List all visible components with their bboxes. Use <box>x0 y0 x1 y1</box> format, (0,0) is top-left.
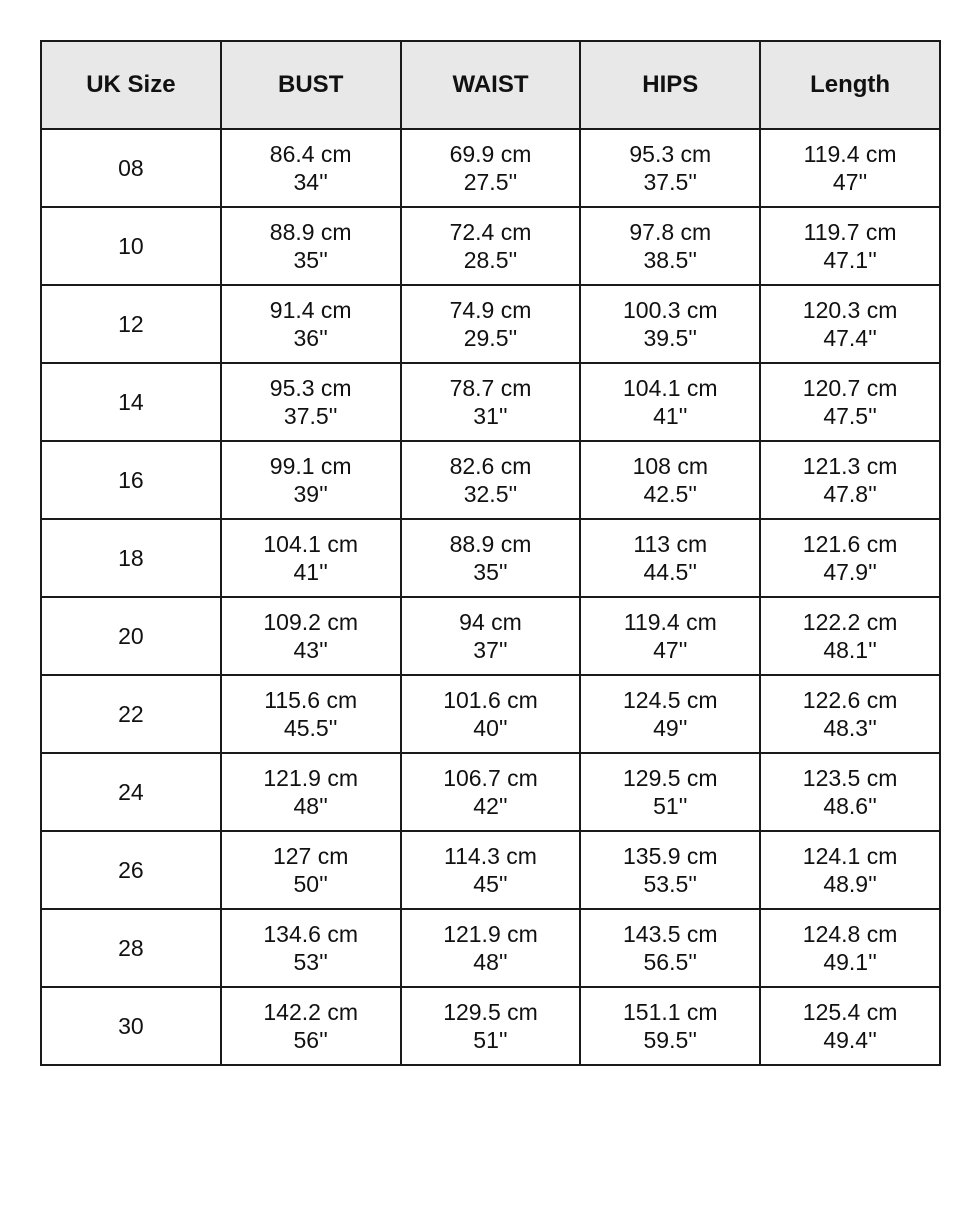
cm-value: 142.2 cm <box>263 999 358 1025</box>
cm-value: 122.2 cm <box>802 609 898 635</box>
cm-value: 121.6 cm <box>802 531 898 557</box>
bust-cell <box>221 831 401 909</box>
waist-cell <box>401 753 581 831</box>
length-cell <box>760 675 940 753</box>
table-row <box>41 831 940 909</box>
cm-value: 123.5 cm <box>802 765 898 791</box>
table-row <box>41 207 940 285</box>
inch-value: 37.5'' <box>643 169 698 195</box>
bust-cell <box>221 909 401 987</box>
header-row <box>41 41 940 129</box>
inch-value: 51'' <box>473 1027 508 1053</box>
cm-value: 120.3 cm <box>802 297 898 323</box>
waist-cell <box>401 441 581 519</box>
inch-value: 48.6'' <box>823 793 877 819</box>
hips-cell <box>580 831 760 909</box>
cm-value: 121.9 cm <box>443 921 538 947</box>
cm-value: 95.3 cm <box>269 375 352 401</box>
bust-cell <box>221 987 401 1065</box>
cm-value: 121.3 cm <box>802 453 898 479</box>
inch-value: 48'' <box>293 793 328 819</box>
hips-cell <box>580 207 760 285</box>
inch-value: 38.5'' <box>643 247 698 273</box>
inch-value: 37'' <box>473 637 508 663</box>
cm-value: 121.9 cm <box>263 765 358 791</box>
cm-value: 113 cm <box>633 531 708 557</box>
inch-value: 48'' <box>473 949 508 975</box>
inch-value: 49.1'' <box>823 949 877 975</box>
inch-value: 31'' <box>473 403 508 429</box>
inch-value: 53'' <box>293 949 328 975</box>
cm-value: 72.4 cm <box>449 219 532 245</box>
length-cell <box>760 363 940 441</box>
table-row <box>41 519 940 597</box>
hips-cell <box>580 987 760 1065</box>
size-cell: 18 <box>41 519 221 597</box>
waist-cell <box>401 831 581 909</box>
inch-value: 27.5'' <box>463 169 518 195</box>
waist-cell <box>401 675 581 753</box>
inch-value: 45'' <box>473 871 508 897</box>
size-cell: 22 <box>41 675 221 753</box>
size-cell: 14 <box>41 363 221 441</box>
inch-value: 43'' <box>293 637 328 663</box>
inch-value: 42.5'' <box>643 481 698 507</box>
size-cell: 16 <box>41 441 221 519</box>
cm-value: 88.9 cm <box>449 531 532 557</box>
cm-value: 101.6 cm <box>443 687 538 713</box>
cm-value: 108 cm <box>632 453 708 479</box>
hips-cell <box>580 519 760 597</box>
cm-value: 122.6 cm <box>802 687 898 713</box>
cm-value: 94 cm <box>459 609 522 635</box>
waist-cell <box>401 597 581 675</box>
table-row <box>41 285 940 363</box>
cm-value: 143.5 cm <box>622 921 718 947</box>
cm-value: 124.8 cm <box>802 921 898 947</box>
header-uk-size: UK Size <box>41 41 221 129</box>
inch-value: 47.5'' <box>823 403 877 429</box>
size-cell: 08 <box>41 129 221 207</box>
cm-value: 114.3 cm <box>444 843 537 869</box>
size-chart-table <box>40 40 941 1066</box>
cm-value: 124.5 cm <box>622 687 718 713</box>
table-row <box>41 909 940 987</box>
bust-cell <box>221 285 401 363</box>
inch-value: 34'' <box>293 169 328 195</box>
bust-cell <box>221 675 401 753</box>
cm-value: 120.7 cm <box>802 375 898 401</box>
cm-value: 88.9 cm <box>269 219 352 245</box>
cm-value: 100.3 cm <box>622 297 718 323</box>
cm-value: 127 cm <box>272 843 349 869</box>
cm-value: 91.4 cm <box>269 297 352 323</box>
inch-value: 59.5'' <box>643 1027 698 1053</box>
size-cell: 24 <box>41 753 221 831</box>
inch-value: 50'' <box>293 871 328 897</box>
hips-cell <box>580 753 760 831</box>
waist-cell <box>401 285 581 363</box>
cm-value: 104.1 cm <box>263 531 358 557</box>
inch-value: 51'' <box>653 793 688 819</box>
inch-value: 48.1'' <box>823 637 877 663</box>
bust-cell <box>221 129 401 207</box>
size-cell: 26 <box>41 831 221 909</box>
inch-value: 47'' <box>832 169 868 195</box>
hips-cell <box>580 129 760 207</box>
cm-value: 74.9 cm <box>449 297 532 323</box>
bust-cell <box>221 753 401 831</box>
waist-cell <box>401 207 581 285</box>
waist-cell <box>401 519 581 597</box>
inch-value: 47.4'' <box>823 325 877 351</box>
table-row <box>41 753 940 831</box>
inch-value: 41'' <box>653 403 688 429</box>
table-row <box>41 675 940 753</box>
cm-value: 99.1 cm <box>269 453 352 479</box>
hips-cell <box>580 363 760 441</box>
bust-cell <box>221 441 401 519</box>
cm-value: 78.7 cm <box>449 375 532 401</box>
cm-value: 86.4 cm <box>269 141 352 167</box>
inch-value: 53.5'' <box>643 871 698 897</box>
length-cell <box>760 285 940 363</box>
cm-value: 104.1 cm <box>622 375 718 401</box>
hips-cell <box>580 441 760 519</box>
length-cell <box>760 753 940 831</box>
cm-value: 82.6 cm <box>449 453 532 479</box>
size-cell: 20 <box>41 597 221 675</box>
size-cell: 30 <box>41 987 221 1065</box>
bust-cell <box>221 363 401 441</box>
inch-value: 29.5'' <box>463 325 518 351</box>
inch-value: 35'' <box>293 247 328 273</box>
bust-cell <box>221 597 401 675</box>
length-cell <box>760 129 940 207</box>
table-row <box>41 597 940 675</box>
cm-value: 129.5 cm <box>443 999 538 1025</box>
hips-cell <box>580 675 760 753</box>
length-cell <box>760 831 940 909</box>
cm-value: 129.5 cm <box>622 765 718 791</box>
cm-value: 125.4 cm <box>802 999 898 1025</box>
inch-value: 42'' <box>473 793 508 819</box>
table-body <box>41 129 940 1065</box>
size-cell: 28 <box>41 909 221 987</box>
cm-value: 69.9 cm <box>449 141 532 167</box>
inch-value: 48.3'' <box>823 715 877 741</box>
table-row <box>41 441 940 519</box>
length-cell <box>760 207 940 285</box>
table-row <box>41 987 940 1065</box>
length-cell <box>760 597 940 675</box>
inch-value: 48.9'' <box>823 871 877 897</box>
length-cell <box>760 519 940 597</box>
hips-cell <box>580 597 760 675</box>
inch-value: 47'' <box>653 637 688 663</box>
cm-value: 124.1 cm <box>802 843 898 869</box>
cm-value: 119.4 cm <box>803 141 897 167</box>
length-cell <box>760 441 940 519</box>
length-cell <box>760 909 940 987</box>
size-cell: 12 <box>41 285 221 363</box>
hips-cell <box>580 909 760 987</box>
size-cell: 10 <box>41 207 221 285</box>
hips-cell <box>580 285 760 363</box>
header-waist: WAIST <box>401 41 581 129</box>
inch-value: 49'' <box>653 715 688 741</box>
inch-value: 28.5'' <box>463 247 518 273</box>
cm-value: 119.7 cm <box>803 219 897 245</box>
header-hips: HIPS <box>580 41 760 129</box>
waist-cell <box>401 909 581 987</box>
bust-cell <box>221 519 401 597</box>
table-row <box>41 363 940 441</box>
inch-value: 40'' <box>473 715 508 741</box>
cm-value: 97.8 cm <box>629 219 712 245</box>
inch-value: 39.5'' <box>643 325 698 351</box>
inch-value: 36'' <box>293 325 328 351</box>
inch-value: 41'' <box>293 559 328 585</box>
inch-value: 56'' <box>293 1027 328 1053</box>
inch-value: 49.4'' <box>823 1027 877 1053</box>
inch-value: 35'' <box>473 559 508 585</box>
inch-value: 56.5'' <box>643 949 698 975</box>
inch-value: 47.8'' <box>823 481 877 507</box>
inch-value: 37.5'' <box>283 403 338 429</box>
inch-value: 47.9'' <box>823 559 877 585</box>
inch-value: 44.5'' <box>643 559 698 585</box>
cm-value: 95.3 cm <box>629 141 712 167</box>
length-cell <box>760 987 940 1065</box>
bust-cell <box>221 207 401 285</box>
cm-value: 151.1 cm <box>622 999 718 1025</box>
header-length: Length <box>760 41 940 129</box>
table-row <box>41 129 940 207</box>
waist-cell <box>401 987 581 1065</box>
waist-cell <box>401 129 581 207</box>
inch-value: 47.1'' <box>823 247 877 273</box>
cm-value: 109.2 cm <box>263 609 358 635</box>
cm-value: 119.4 cm <box>623 609 717 635</box>
header-bust: BUST <box>221 41 401 129</box>
waist-cell <box>401 363 581 441</box>
inch-value: 45.5'' <box>283 715 338 741</box>
table-header <box>41 41 940 129</box>
cm-value: 134.6 cm <box>263 921 358 947</box>
cm-value: 106.7 cm <box>443 765 538 791</box>
cm-value: 135.9 cm <box>622 843 718 869</box>
inch-value: 39'' <box>293 481 328 507</box>
inch-value: 32.5'' <box>463 481 518 507</box>
cm-value: 115.6 cm <box>264 687 358 713</box>
